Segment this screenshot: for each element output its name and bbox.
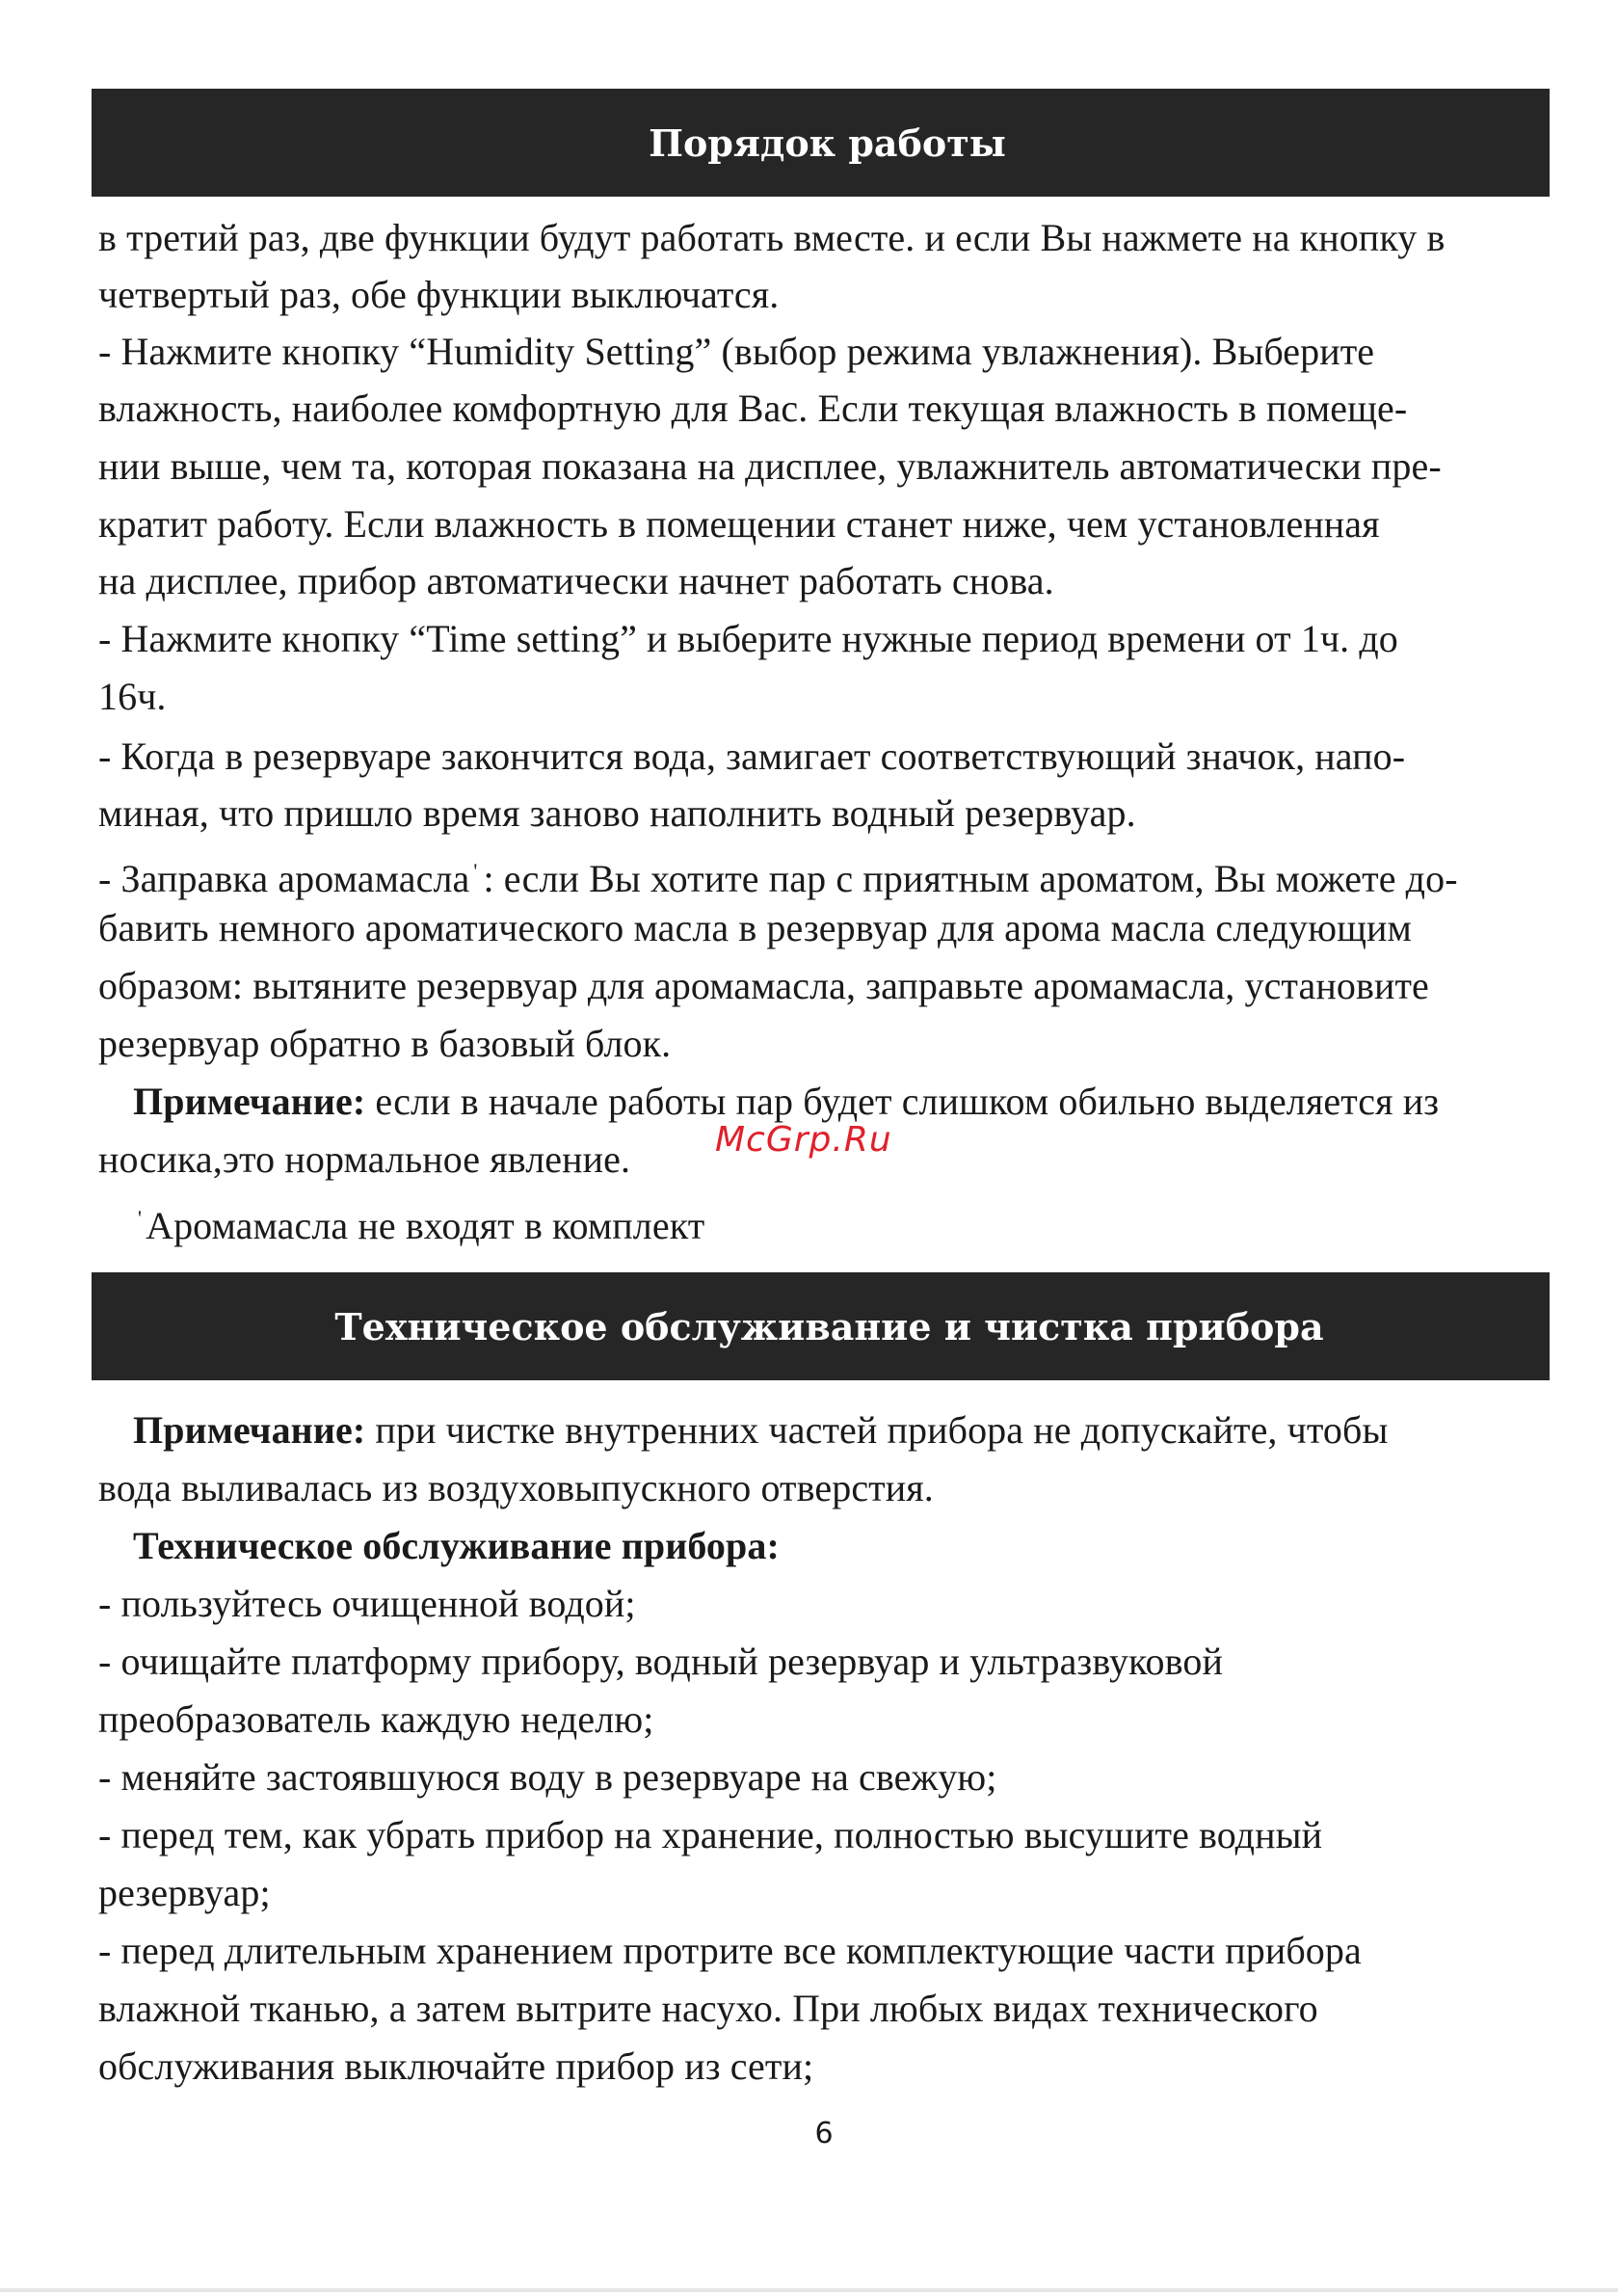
list-item: обслуживания выключайте прибор из сети; [98,2044,814,2088]
paragraph-line: миная, что пришло время заново наполнить водный резервуар. [98,791,1136,835]
section-title: Порядок работы [649,120,1006,165]
watermark: McGrp.Ru [715,1120,892,1160]
list-item: резервуар; [98,1871,271,1914]
paragraph-line: - Нажмите кнопку “Humidity Setting” (выбор режима увлажнения). Выберите [98,330,1375,373]
paragraph-line: образом: вытяните резервуар для аромамасла, заправьте аромамасла, установите [98,964,1429,1007]
paragraph-line: влажность, наиболее комфортную для Вас. Если текущая влажность в помеще- [98,387,1408,430]
paragraph-line: носика,это нормальное явление. [98,1137,631,1181]
footnote-marker: ' [138,1206,143,1230]
paragraph-line: нии выше, чем та, которая показана на дисплее, увлажнитель автоматически пре- [98,444,1442,488]
paragraph-line: кратит работу. Если влажность в помещении станет ниже, чем установленная [98,502,1380,546]
aroma-line-end: : если Вы хотите пар с приятным ароматом, Вы можете до- [483,857,1458,900]
section-title: Техническое обслуживание и чистка прибора [334,1304,1324,1348]
note-text: если в начале работы пар будет слишком обильно выделяется из [365,1080,1440,1123]
paragraph-line: в третий раз, две функции будут работать вместе. и если Вы нажмете на кнопку в [98,216,1446,259]
paragraph-line: - Нажмите кнопку “Time setting” и выберите нужные период времени от 1ч. до [98,617,1398,660]
section-header-operation [92,89,1550,197]
list-item: - перед тем, как убрать прибор на хранение, полностью высушите водный [98,1813,1323,1856]
note-label: Примечание: [133,1408,366,1452]
paragraph-line: резервуар обратно в базовый блок. [98,1022,672,1065]
list-item: - перед длительным хранением протрите все комплектующие части прибора [98,1929,1362,1972]
footnote-line [138,1195,704,1249]
section-header-maintenance [92,1272,1550,1380]
paragraph-line: вода выливалась из воздуховыпускного отверстия. [98,1466,934,1509]
paragraph-line: - Когда в резервуаре закончится вода, замигает соответствующий значок, напо- [98,734,1406,778]
paragraph-line: на дисплее, прибор автоматически начнет работать снова. [98,559,1054,602]
note-line [133,1079,1439,1125]
list-item: - очищайте платформу прибору, водный резервуар и ультразвуковой [98,1640,1223,1683]
footnote-text: Аромамасла не входят в комплект [146,1204,705,1247]
page-number: 6 [814,2117,834,2150]
aroma-line-start: - Заправка аромамасла [98,857,470,900]
note-text: при чистке внутренних частей прибора не допускайте, чтобы [365,1408,1389,1452]
paragraph-line: бавить немного ароматического масла в резервуар для арома масла следующим [98,906,1412,949]
subheading: Техническое обслуживание прибора: [133,1524,780,1567]
list-item: - меняйте застоявшуюся воду в резервуаре на свежую; [98,1755,997,1799]
paragraph-line: 16ч. [98,675,167,718]
note-line [133,1407,1388,1454]
bottom-rule [0,2288,1618,2292]
list-item: - пользуйтесь очищенной водой; [98,1582,636,1625]
list-item: преобразователь каждую неделю; [98,1697,654,1741]
list-item: влажной тканью, а затем вытрите насухо. При любых видах технического [98,1987,1318,2030]
aroma-paragraph-line [98,848,1458,902]
note-label: Примечание: [133,1080,366,1123]
paragraph-line: четвертый раз, обе функции выключатся. [98,273,780,316]
footnote-marker: ' [473,859,478,883]
